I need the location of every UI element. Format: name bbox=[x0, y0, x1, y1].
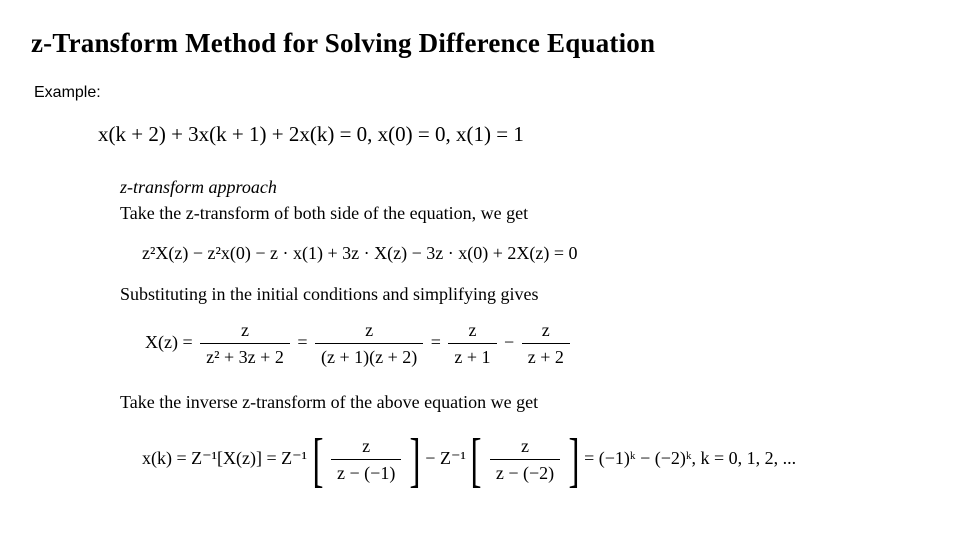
inverse-result: = (−1)ᵏ − (−2)ᵏ, k = 0, 1, 2, ... bbox=[584, 448, 797, 469]
fraction-3-numerator: z bbox=[468, 320, 477, 340]
minus-sign: − bbox=[504, 332, 515, 353]
fraction-1-denominator: z² + 3z + 2 bbox=[200, 343, 290, 368]
fraction-3 bbox=[448, 320, 496, 368]
xz-lhs: X(z) = bbox=[145, 332, 193, 353]
inverse-fraction-1 bbox=[331, 436, 401, 484]
xz-expansion bbox=[145, 320, 573, 368]
approach-heading: z-transform approach bbox=[120, 177, 277, 197]
inverse-fraction-2-numerator: z bbox=[520, 436, 529, 456]
left-bracket-icon: [ bbox=[470, 427, 482, 493]
inverse-mid: − Z⁻¹ bbox=[425, 448, 466, 469]
inverse-transform-equation bbox=[142, 427, 797, 493]
fraction-2-denominator: (z + 1)(z + 2) bbox=[315, 343, 423, 368]
fraction-4-denominator: z + 2 bbox=[522, 343, 570, 368]
step2-text: Substituting in the initial conditions and simplifying gives bbox=[120, 284, 539, 304]
fraction-1-numerator: z bbox=[240, 320, 249, 340]
inverse-fraction-1-numerator: z bbox=[362, 436, 371, 456]
fraction-4-numerator: z bbox=[541, 320, 550, 340]
example-label: Example: bbox=[34, 84, 101, 101]
left-bracket-icon: [ bbox=[312, 427, 324, 493]
inverse-fraction-2-denominator: z − (−2) bbox=[490, 459, 560, 484]
step3-text: Take the inverse z-transform of the above equation we get bbox=[120, 392, 539, 412]
difference-equation: x(k + 2) + 3x(k + 1) + 2x(k) = 0, x(0) = 0, x(1) = 1 bbox=[98, 122, 524, 146]
right-bracket-icon: ] bbox=[568, 427, 580, 493]
inverse-lhs: x(k) = Z⁻¹[X(z)] = Z⁻¹ bbox=[142, 448, 308, 469]
z-transform-equation: z²X(z) − z²x(0) − z · x(1) + 3z · X(z) − 3z · x(0) + 2X(z) = 0 bbox=[142, 243, 578, 263]
fraction-4 bbox=[522, 320, 570, 368]
fraction-1 bbox=[200, 320, 290, 368]
equals-sign: = bbox=[297, 332, 308, 353]
step1-text: Take the z-transform of both side of the equation, we get bbox=[120, 203, 529, 223]
slide-title: z-Transform Method for Solving Difference Equation bbox=[31, 28, 656, 58]
inverse-fraction-2 bbox=[490, 436, 560, 484]
right-bracket-icon: ] bbox=[409, 427, 421, 493]
equals-sign: = bbox=[430, 332, 441, 353]
fraction-2-numerator: z bbox=[365, 320, 374, 340]
fraction-3-denominator: z + 1 bbox=[448, 343, 496, 368]
fraction-2 bbox=[315, 320, 423, 368]
inverse-fraction-1-denominator: z − (−1) bbox=[331, 459, 401, 484]
